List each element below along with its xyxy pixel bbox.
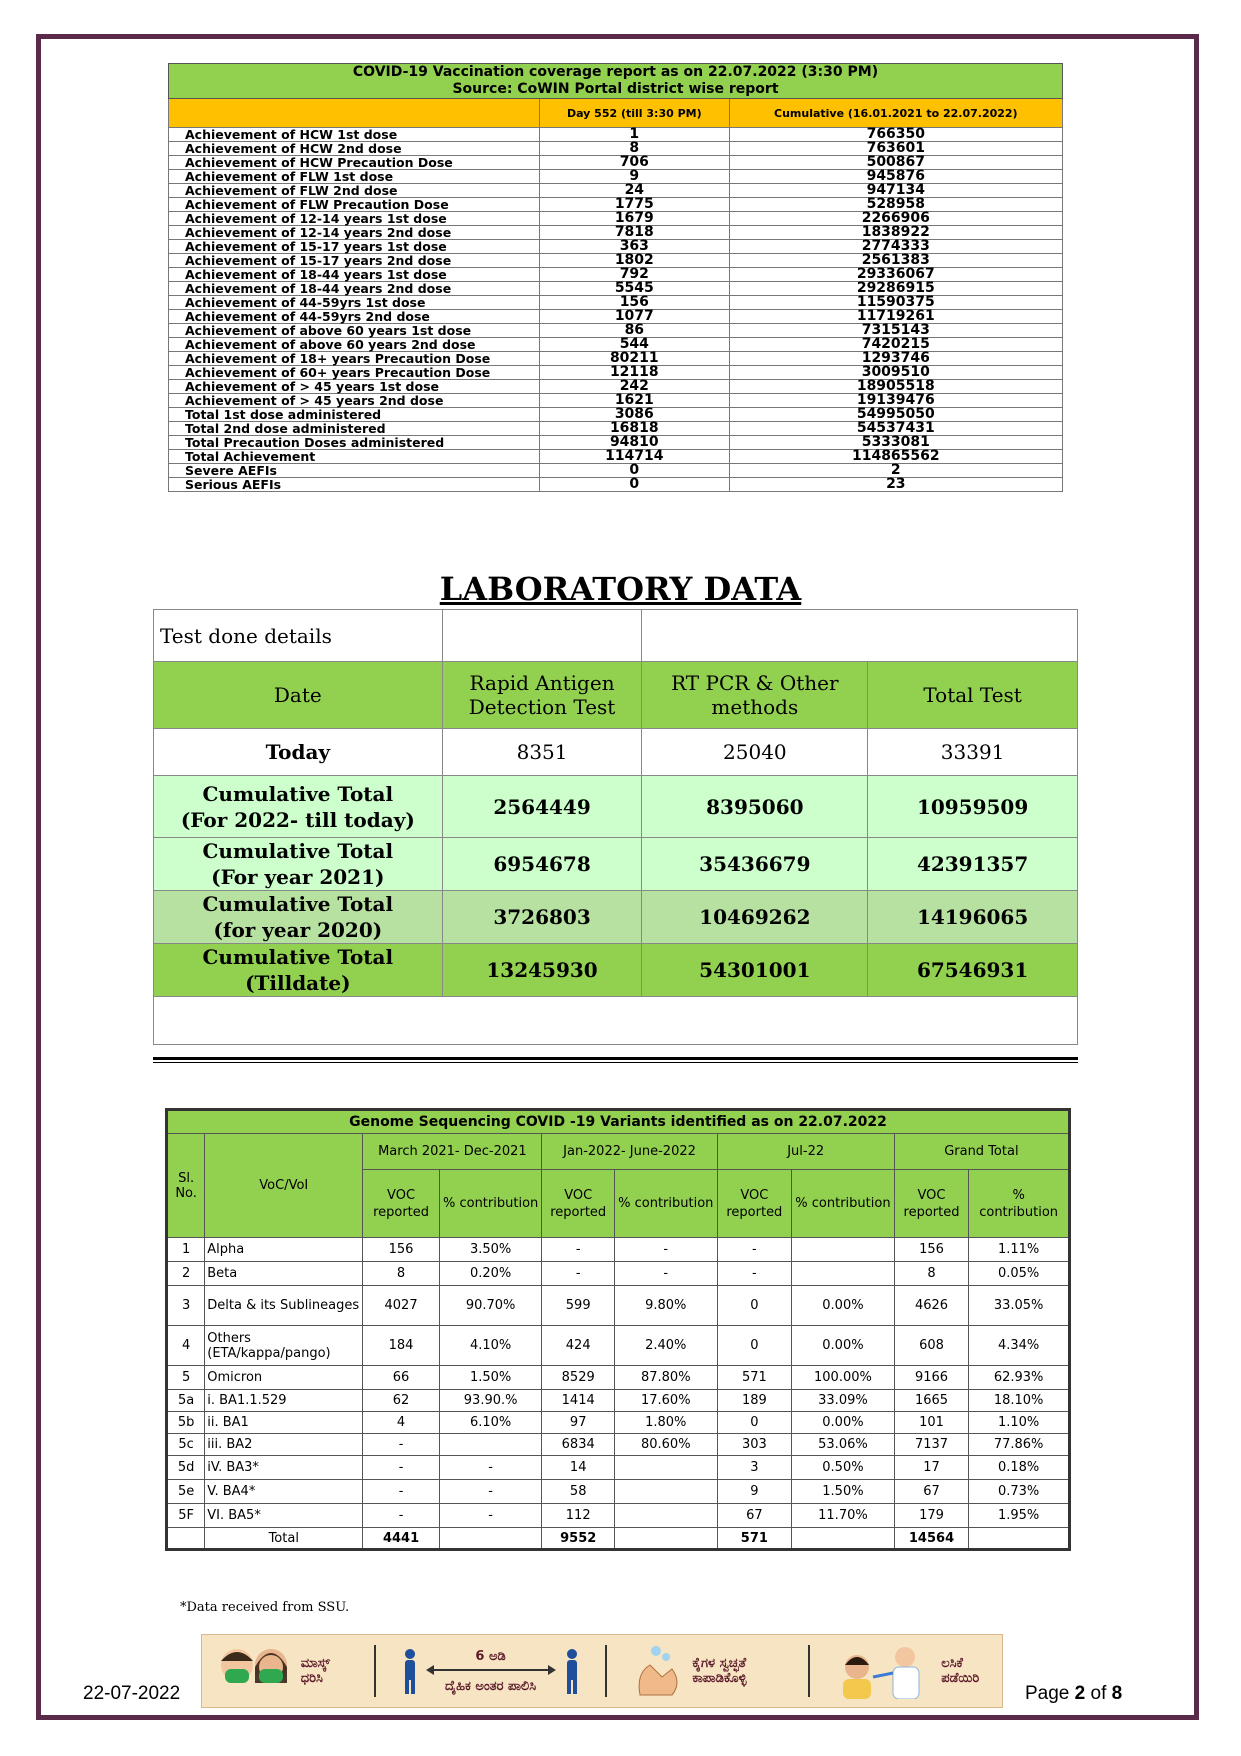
genome-contribution-header: % contribution	[439, 1170, 542, 1238]
safety-banner	[201, 1634, 1003, 1708]
vaccination-row	[169, 128, 1063, 142]
genome-total-label: Total	[205, 1528, 363, 1550]
vaccination-day-value: 0	[540, 464, 730, 478]
vaccination-cumulative-value: 7315143	[729, 324, 1062, 338]
genome-contribution-header: % contribution	[969, 1170, 1070, 1238]
genome-value: 33.09%	[792, 1390, 895, 1412]
genome-total-row	[167, 1528, 1070, 1550]
genome-sl-no: 5b	[167, 1412, 205, 1434]
genome-variant-name: Beta	[205, 1262, 363, 1286]
genome-row	[167, 1456, 1070, 1480]
genome-variant-name: Omicron	[205, 1366, 363, 1390]
genome-row	[167, 1480, 1070, 1504]
vaccination-cumulative-value: 29286915	[729, 282, 1062, 296]
genome-row	[167, 1434, 1070, 1456]
vaccination-cumulative-value: 2561383	[729, 254, 1062, 268]
vaccination-day-value: 94810	[540, 436, 730, 450]
genome-value: 1.11%	[969, 1238, 1070, 1262]
genome-value: -	[542, 1262, 614, 1286]
genome-voc-reported-header: VOC reported	[717, 1170, 791, 1238]
genome-value: 62	[363, 1390, 440, 1412]
genome-value: -	[363, 1456, 440, 1480]
genome-sl-no: 2	[167, 1262, 205, 1286]
lab-row	[154, 944, 1078, 997]
genome-value	[439, 1434, 542, 1456]
vaccination-day-value: 12118	[540, 366, 730, 380]
vaccination-label: Achievement of 12-14 years 1st dose	[169, 212, 540, 226]
genome-value: 67	[717, 1504, 791, 1528]
genome-value: 0	[717, 1326, 791, 1366]
lab-total-value: 10959509	[868, 776, 1078, 838]
vaccination-label: Total Precaution Doses administered	[169, 436, 540, 450]
genome-total-value: 571	[717, 1528, 791, 1550]
genome-total-value	[969, 1528, 1070, 1550]
vaccination-cumulative-value: 11719261	[729, 310, 1062, 324]
lab-rat-value: 8351	[442, 729, 642, 776]
genome-value: 112	[542, 1504, 614, 1528]
vaccination-cumulative-value: 29336067	[729, 268, 1062, 282]
lab-rat-value: 6954678	[442, 838, 642, 891]
genome-table	[165, 1108, 1071, 1551]
genome-value: -	[439, 1456, 542, 1480]
genome-value: 571	[717, 1366, 791, 1390]
genome-title: Genome Sequencing COVID -19 Variants identified as on 22.07.2022	[167, 1110, 1070, 1134]
genome-value: -	[363, 1434, 440, 1456]
vaccination-label: Achievement of > 45 years 1st dose	[169, 380, 540, 394]
genome-row	[167, 1390, 1070, 1412]
genome-value: 100.00%	[792, 1366, 895, 1390]
genome-value: -	[542, 1238, 614, 1262]
vaccination-row	[169, 450, 1063, 464]
vaccination-cumulative-value: 19139476	[729, 394, 1062, 408]
genome-row	[167, 1286, 1070, 1326]
banner-distance: 6 ಅಡಿ ದೈಹಿಕ ಅಂತರ ಪಾಲಿಸಿ	[402, 1648, 580, 1694]
vaccination-day-value: 706	[540, 156, 730, 170]
vaccination-cumulative-value: 2774333	[729, 240, 1062, 254]
lab-rtpcr-value: 54301001	[642, 944, 868, 997]
vaccination-day-value: 242	[540, 380, 730, 394]
banner-mask: ಮಾಸ್ಕ್ ಧರಿಸಿ	[215, 1643, 349, 1699]
genome-value: 4.34%	[969, 1326, 1070, 1366]
genome-value: 58	[542, 1480, 614, 1504]
genome-value: 80.60%	[614, 1434, 717, 1456]
lab-row-label: Cumulative Total (For 2022- till today)	[154, 776, 443, 838]
genome-row	[167, 1238, 1070, 1262]
vaccination-day-value: 792	[540, 268, 730, 282]
genome-value: 2.40%	[614, 1326, 717, 1366]
footer-date: 22-07-2022	[83, 1683, 181, 1704]
lab-row-label: Cumulative Total (For year 2021)	[154, 838, 443, 891]
genome-voc-header: VoC/VoI	[205, 1134, 363, 1238]
genome-variant-name: Alpha	[205, 1238, 363, 1262]
vaccination-label: Total Achievement	[169, 450, 540, 464]
lab-body	[154, 729, 1078, 997]
genome-voc-reported-header: VOC reported	[542, 1170, 614, 1238]
genome-value: 0	[717, 1286, 791, 1326]
vaccination-cumulative-value: 114865562	[729, 450, 1062, 464]
vaccination-day-value: 8	[540, 142, 730, 156]
genome-value: -	[614, 1238, 717, 1262]
vaccination-cumulative-value: 2266906	[729, 212, 1062, 226]
vaccination-cumulative-value: 5333081	[729, 436, 1062, 450]
vaccination-cumulative-value: 54995050	[729, 408, 1062, 422]
lab-total-value: 42391357	[868, 838, 1078, 891]
genome-value	[792, 1262, 895, 1286]
genome-value: 11.70%	[792, 1504, 895, 1528]
genome-value: 9.80%	[614, 1286, 717, 1326]
genome-value: 1.80%	[614, 1412, 717, 1434]
genome-value: 8529	[542, 1366, 614, 1390]
vaccination-day-value: 1077	[540, 310, 730, 324]
genome-value: 608	[894, 1326, 968, 1366]
genome-sl-no: 1	[167, 1238, 205, 1262]
vaccination-icon	[835, 1643, 935, 1699]
vaccination-label: Achievement of above 60 years 1st dose	[169, 324, 540, 338]
lab-total-value: 33391	[868, 729, 1078, 776]
vaccination-label: Achievement of FLW 1st dose	[169, 170, 540, 184]
genome-value	[614, 1456, 717, 1480]
genome-value: 0.18%	[969, 1456, 1070, 1480]
vaccination-day-value: 16818	[540, 422, 730, 436]
vaccination-day-value: 80211	[540, 352, 730, 366]
vaccination-day-value: 7818	[540, 226, 730, 240]
lab-table	[153, 609, 1078, 1045]
genome-value: 6834	[542, 1434, 614, 1456]
lab-empty-row	[154, 997, 1078, 1045]
vaccination-cumulative-value: 2	[729, 464, 1062, 478]
vaccination-day-value: 1679	[540, 212, 730, 226]
vaccination-day-value: 156	[540, 296, 730, 310]
genome-period-4: Grand Total	[894, 1134, 1069, 1170]
genome-value: 0.05%	[969, 1262, 1070, 1286]
vaccination-cumulative-value: 23	[729, 478, 1062, 492]
genome-value: 1665	[894, 1390, 968, 1412]
vaccination-label: Achievement of above 60 years 2nd dose	[169, 338, 540, 352]
genome-variant-name: Others (ETA/kappa/pango)	[205, 1326, 363, 1366]
vaccination-row	[169, 478, 1063, 492]
genome-voc-reported-header: VOC reported	[894, 1170, 968, 1238]
genome-contribution-header: % contribution	[614, 1170, 717, 1238]
vaccination-header-cumulative: Cumulative (16.01.2021 to 22.07.2022)	[729, 99, 1062, 128]
genome-sl-no: 5a	[167, 1390, 205, 1412]
genome-row	[167, 1326, 1070, 1366]
vaccination-day-value: 1775	[540, 198, 730, 212]
vaccination-day-value: 1621	[540, 394, 730, 408]
vaccination-cumulative-value: 7420215	[729, 338, 1062, 352]
lab-total-value: 14196065	[868, 891, 1078, 944]
lab-rat-value: 3726803	[442, 891, 642, 944]
double-arrow-icon	[426, 1665, 556, 1675]
vaccination-cumulative-value: 1838922	[729, 226, 1062, 240]
footnote: *Data received from SSU.	[180, 1600, 350, 1615]
vaccination-label: Achievement of 18-44 years 1st dose	[169, 268, 540, 282]
genome-voc-reported-header: VOC reported	[363, 1170, 440, 1238]
vaccination-label: Achievement of HCW Precaution Dose	[169, 156, 540, 170]
genome-value: 66	[363, 1366, 440, 1390]
vaccination-cumulative-value: 947134	[729, 184, 1062, 198]
lab-header-rtpcr: RT PCR & Other methods	[642, 662, 868, 729]
vaccination-label: Total 2nd dose administered	[169, 422, 540, 436]
banner-handwash: ಕೈಗಳ ಸ್ವಚ್ಛತೆ ಕಾಪಾಡಿಕೊಳ್ಳಿ	[632, 1643, 782, 1699]
genome-value: 6.10%	[439, 1412, 542, 1434]
genome-total-value	[439, 1528, 542, 1550]
genome-variant-name: iV. BA3*	[205, 1456, 363, 1480]
vaccination-label: Achievement of FLW Precaution Dose	[169, 198, 540, 212]
vaccination-cumulative-value: 528958	[729, 198, 1062, 212]
genome-variant-name: i. BA1.1.529	[205, 1390, 363, 1412]
vaccination-row	[169, 156, 1063, 170]
genome-value: 0.50%	[792, 1456, 895, 1480]
lab-header-date: Date	[154, 662, 443, 729]
genome-value: 303	[717, 1434, 791, 1456]
genome-value: 4027	[363, 1286, 440, 1326]
lab-row	[154, 838, 1078, 891]
genome-value: 3.50%	[439, 1238, 542, 1262]
genome-value: 0.73%	[969, 1480, 1070, 1504]
genome-value: 0	[717, 1412, 791, 1434]
vaccination-day-value: 24	[540, 184, 730, 198]
vaccination-cumulative-value: 18905518	[729, 380, 1062, 394]
vaccination-body	[169, 128, 1063, 492]
genome-value: 0.00%	[792, 1326, 895, 1366]
lab-header-total: Total Test	[868, 662, 1078, 729]
genome-variant-name: VI. BA5*	[205, 1504, 363, 1528]
genome-value: 53.06%	[792, 1434, 895, 1456]
lab-rtpcr-value: 25040	[642, 729, 868, 776]
hand-wash-icon	[632, 1643, 686, 1699]
vaccination-label: Serious AEFIs	[169, 478, 540, 492]
genome-period-2: Jan-2022- June-2022	[542, 1134, 717, 1170]
vaccination-label: Severe AEFIs	[169, 464, 540, 478]
genome-contribution-header: % contribution	[792, 1170, 895, 1238]
genome-period-1: March 2021- Dec-2021	[363, 1134, 542, 1170]
lab-row	[154, 729, 1078, 776]
vaccination-label: Achievement of 12-14 years 2nd dose	[169, 226, 540, 240]
genome-value: 87.80%	[614, 1366, 717, 1390]
genome-value: 8	[363, 1262, 440, 1286]
genome-value: 33.05%	[969, 1286, 1070, 1326]
person-icon	[564, 1648, 580, 1694]
vaccination-row	[169, 170, 1063, 184]
banner-vaccine: ಲಸಿಕೆ ಪಡೆಯಿರಿ	[835, 1643, 989, 1699]
genome-row	[167, 1262, 1070, 1286]
vaccination-cumulative-value: 11590375	[729, 296, 1062, 310]
genome-value: 4	[363, 1412, 440, 1434]
genome-value: 179	[894, 1504, 968, 1528]
lab-rtpcr-value: 35436679	[642, 838, 868, 891]
vaccination-row	[169, 142, 1063, 156]
genome-value: 17.60%	[614, 1390, 717, 1412]
vaccination-label: Achievement of 60+ years Precaution Dose	[169, 366, 540, 380]
lab-rat-value: 13245930	[442, 944, 642, 997]
genome-value: 9166	[894, 1366, 968, 1390]
genome-value: 3	[717, 1456, 791, 1480]
vaccination-day-value: 9	[540, 170, 730, 184]
genome-value: -	[363, 1480, 440, 1504]
vaccination-cumulative-value: 945876	[729, 170, 1062, 184]
genome-value: -	[439, 1480, 542, 1504]
genome-value	[792, 1238, 895, 1262]
genome-value: 17	[894, 1456, 968, 1480]
genome-value: 184	[363, 1326, 440, 1366]
vaccination-day-value: 363	[540, 240, 730, 254]
vaccination-day-value: 5545	[540, 282, 730, 296]
vaccination-label: Achievement of 15-17 years 2nd dose	[169, 254, 540, 268]
genome-sl-no: 4	[167, 1326, 205, 1366]
genome-value: 93.90.%	[439, 1390, 542, 1412]
vaccination-day-value: 1802	[540, 254, 730, 268]
genome-body	[167, 1238, 1070, 1550]
vaccination-day-value: 0	[540, 478, 730, 492]
vaccination-cumulative-value: 766350	[729, 128, 1062, 142]
vaccination-day-value: 86	[540, 324, 730, 338]
genome-value: 7137	[894, 1434, 968, 1456]
lab-row-label: Cumulative Total (Tilldate)	[154, 944, 443, 997]
vaccination-title: COVID-19 Vaccination coverage report as on 22.07.2022 (3:30 PM) Source: CoWIN Portal district wise report	[169, 64, 1063, 99]
genome-value: 0.20%	[439, 1262, 542, 1286]
genome-value: 0.00%	[792, 1412, 895, 1434]
vaccination-row	[169, 464, 1063, 478]
genome-variant-name: iii. BA2	[205, 1434, 363, 1456]
vaccination-header-blank	[169, 99, 540, 128]
vaccination-day-value: 544	[540, 338, 730, 352]
vaccination-label: Achievement of HCW 2nd dose	[169, 142, 540, 156]
lab-row-label: Cumulative Total (for year 2020)	[154, 891, 443, 944]
lab-row	[154, 776, 1078, 838]
genome-total-value	[614, 1528, 717, 1550]
genome-value: 599	[542, 1286, 614, 1326]
genome-value: 1.95%	[969, 1504, 1070, 1528]
vaccination-label: Achievement of FLW 2nd dose	[169, 184, 540, 198]
genome-total-value: 14564	[894, 1528, 968, 1550]
lab-test-done: Test done details	[154, 610, 443, 662]
genome-value: 67	[894, 1480, 968, 1504]
genome-value: 4.10%	[439, 1326, 542, 1366]
footer-page-number: Page 2 of 8	[1025, 1683, 1123, 1704]
genome-total-value: 4441	[363, 1528, 440, 1550]
vaccination-cumulative-value: 54537431	[729, 422, 1062, 436]
genome-value	[614, 1504, 717, 1528]
genome-sl-no: 3	[167, 1286, 205, 1326]
genome-value: 90.70%	[439, 1286, 542, 1326]
genome-value: -	[614, 1262, 717, 1286]
genome-variant-name: V. BA4*	[205, 1480, 363, 1504]
lab-row	[154, 891, 1078, 944]
vaccination-day-value: 1	[540, 128, 730, 142]
genome-value: -	[717, 1238, 791, 1262]
vaccination-header-day: Day 552 (till 3:30 PM)	[540, 99, 730, 128]
vaccination-label: Achievement of 18-44 years 2nd dose	[169, 282, 540, 296]
genome-row	[167, 1504, 1070, 1528]
genome-value: 8	[894, 1262, 968, 1286]
genome-value: 156	[363, 1238, 440, 1262]
vaccination-label: Achievement of HCW 1st dose	[169, 128, 540, 142]
lab-total-value: 67546931	[868, 944, 1078, 997]
genome-value: -	[363, 1504, 440, 1528]
genome-variant-name: Delta & its Sublineages	[205, 1286, 363, 1326]
lab-rtpcr-value: 8395060	[642, 776, 868, 838]
vaccination-label: Total 1st dose administered	[169, 408, 540, 422]
genome-value: -	[717, 1262, 791, 1286]
genome-sl-no: 5e	[167, 1480, 205, 1504]
genome-sl-no: 5	[167, 1366, 205, 1390]
mask-face-icon	[215, 1643, 295, 1699]
genome-value: 0.00%	[792, 1286, 895, 1326]
genome-variant-name: ii. BA1	[205, 1412, 363, 1434]
genome-value: 77.86%	[969, 1434, 1070, 1456]
vaccination-day-value: 114714	[540, 450, 730, 464]
vaccination-table	[168, 63, 1063, 492]
vaccination-label: Achievement of 44-59yrs 1st dose	[169, 296, 540, 310]
vaccination-label: Achievement of 18+ years Precaution Dose	[169, 352, 540, 366]
genome-value: -	[439, 1504, 542, 1528]
vaccination-cumulative-value: 500867	[729, 156, 1062, 170]
lab-rtpcr-value: 10469262	[642, 891, 868, 944]
vaccination-label: Achievement of 44-59yrs 2nd dose	[169, 310, 540, 324]
genome-value: 4626	[894, 1286, 968, 1326]
genome-sl-no: 5F	[167, 1504, 205, 1528]
genome-value: 101	[894, 1412, 968, 1434]
lab-title: LABORATORY DATA	[439, 570, 802, 608]
vaccination-day-value: 3086	[540, 408, 730, 422]
genome-sl-header: Sl. No.	[167, 1134, 205, 1238]
person-icon	[402, 1648, 418, 1694]
genome-value: 1414	[542, 1390, 614, 1412]
genome-value: 1.50%	[792, 1480, 895, 1504]
genome-value: 189	[717, 1390, 791, 1412]
genome-value: 97	[542, 1412, 614, 1434]
genome-value: 14	[542, 1456, 614, 1480]
genome-sl-no: 5d	[167, 1456, 205, 1480]
lab-rat-value: 2564449	[442, 776, 642, 838]
vaccination-label: Achievement of > 45 years 2nd dose	[169, 394, 540, 408]
lab-row-label: Today	[154, 729, 443, 776]
genome-value	[614, 1480, 717, 1504]
genome-period-3: Jul-22	[717, 1134, 894, 1170]
vaccination-cumulative-value: 3009510	[729, 366, 1062, 380]
lab-divider	[153, 1057, 1078, 1063]
genome-row	[167, 1366, 1070, 1390]
vaccination-label: Achievement of 15-17 years 1st dose	[169, 240, 540, 254]
genome-total-value: 9552	[542, 1528, 614, 1550]
genome-total-value	[792, 1528, 895, 1550]
genome-value: 1.10%	[969, 1412, 1070, 1434]
vaccination-cumulative-value: 763601	[729, 142, 1062, 156]
genome-value: 424	[542, 1326, 614, 1366]
genome-row	[167, 1412, 1070, 1434]
genome-value: 9	[717, 1480, 791, 1504]
genome-value: 62.93%	[969, 1366, 1070, 1390]
lab-header-rat: Rapid Antigen Detection Test	[442, 662, 642, 729]
genome-value: 18.10%	[969, 1390, 1070, 1412]
vaccination-cumulative-value: 1293746	[729, 352, 1062, 366]
genome-value: 156	[894, 1238, 968, 1262]
genome-value: 1.50%	[439, 1366, 542, 1390]
genome-sl-no: 5c	[167, 1434, 205, 1456]
